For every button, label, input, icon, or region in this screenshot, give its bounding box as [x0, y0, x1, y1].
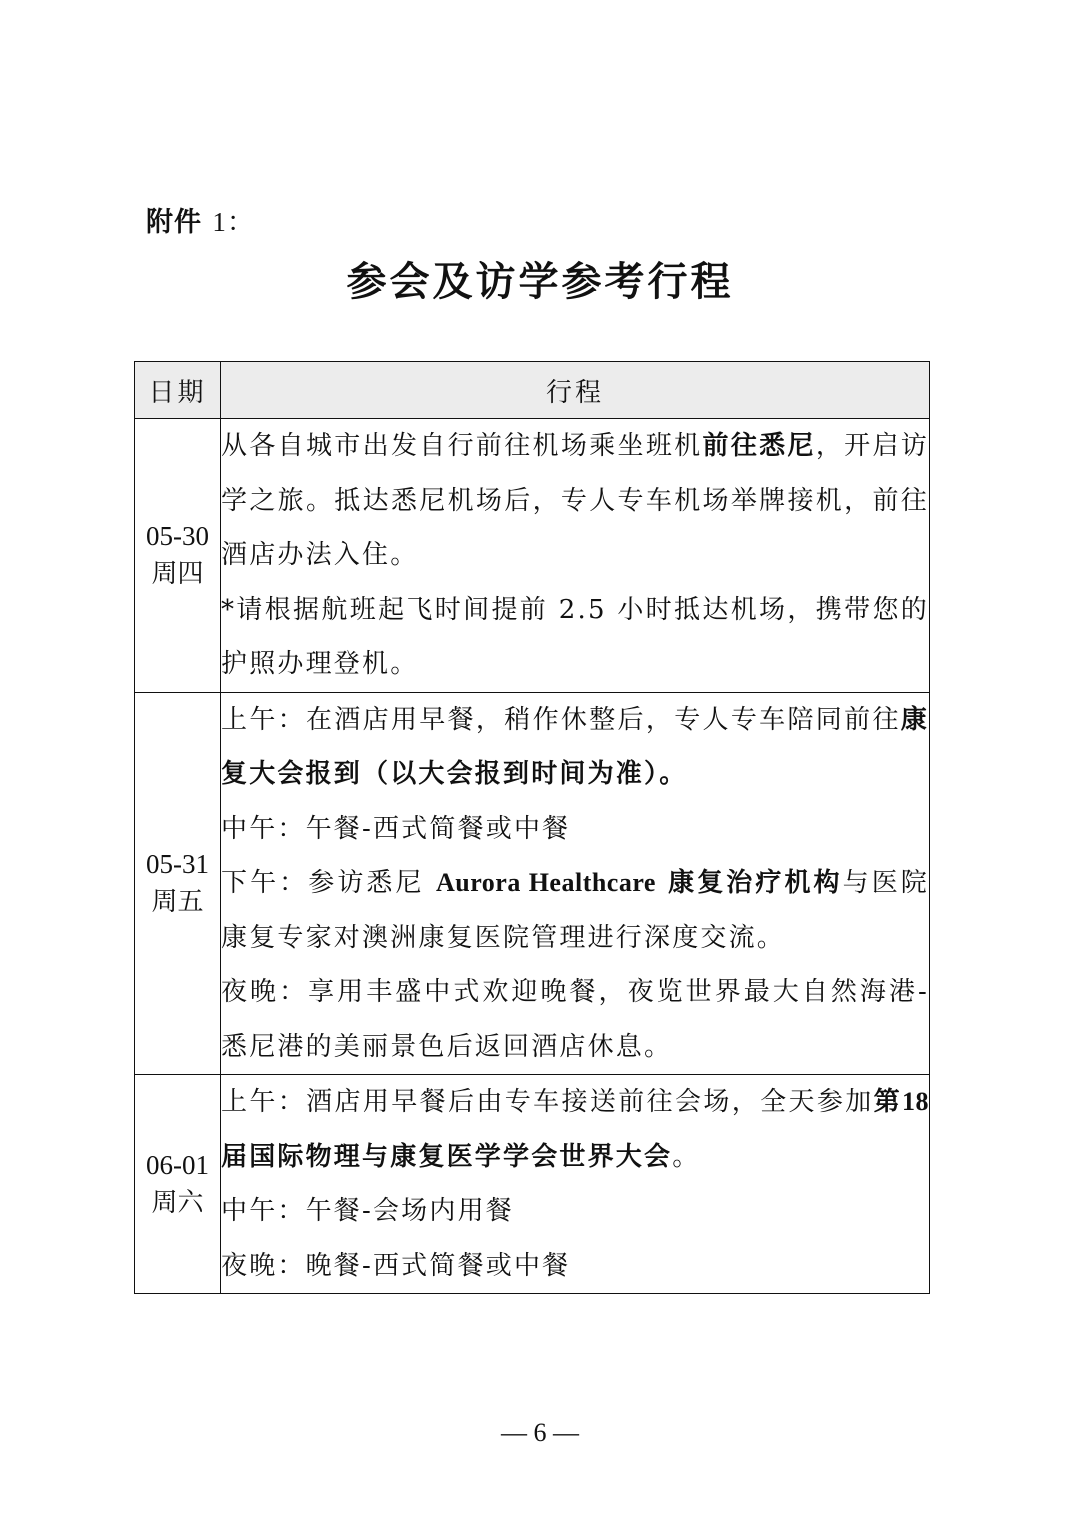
weekday-text: 周五 — [151, 887, 204, 918]
page-number: — 6 — — [501, 1418, 579, 1447]
date-cell — [135, 419, 221, 693]
date-text: 05-30 — [146, 521, 209, 552]
schedule-line: 夜晚：享用丰盛中式欢迎晚餐，夜览世界最大自然海港-悉尼港的美丽景色后返回酒店休息。 — [221, 977, 929, 1062]
date-cell — [135, 692, 221, 1075]
date-text: 05-31 — [146, 849, 209, 880]
schedule-text: 下午：参访悉尼 — [221, 868, 436, 898]
table-row — [135, 419, 930, 693]
schedule-cell — [221, 692, 930, 1075]
schedule-text: 上午：在酒店用早餐，稍作休整后，专人专车陪同前往 — [221, 704, 901, 735]
schedule-highlight-en: 18 — [902, 1087, 929, 1116]
schedule-highlight: 第 — [873, 1087, 902, 1117]
attachment-prefix: 附件 — [146, 207, 202, 238]
date-cell — [135, 1075, 221, 1294]
schedule-highlight: 康复治疗机构 — [655, 868, 843, 898]
schedule-line — [221, 693, 929, 802]
schedule-line — [221, 419, 929, 583]
schedule-line: 中午：午餐-西式简餐或中餐 — [221, 813, 571, 844]
schedule-text: 。 — [672, 1141, 701, 1172]
schedule-line: 夜晚：晚餐-西式简餐或中餐 — [221, 1250, 571, 1281]
schedule-line — [221, 1075, 929, 1184]
schedule-text: ，开启访学之旅。抵达悉尼机场后，专人专车机场举牌接机，前往酒店办法入住。 — [221, 431, 929, 570]
attachment-label — [146, 200, 255, 239]
table-row — [135, 692, 930, 1075]
schedule-highlight: 届国际物理与康复医学学会世界大会 — [221, 1141, 673, 1172]
itinerary-table — [134, 361, 930, 1294]
schedule-cell — [221, 1075, 930, 1294]
schedule-highlight: 康复大会报到（以大会报到时间为准）。 — [221, 704, 929, 789]
weekday-text: 周四 — [151, 559, 204, 590]
schedule-text: 与医院康复专家对澳洲康复医院管理进行深度交流。 — [221, 868, 929, 953]
schedule-cell — [221, 419, 930, 693]
schedule-note: *请根据航班起飞时间提前 2.5 小时抵达机场，携带您的护照办理登机。 — [221, 594, 929, 679]
table-row — [135, 1075, 930, 1294]
schedule-text: 从各自城市出发自行前往机场乘坐班机 — [221, 431, 703, 461]
column-header-schedule: 行程 — [221, 362, 930, 419]
date-text: 06-01 — [146, 1150, 209, 1180]
schedule-highlight: 前往悉尼 — [702, 431, 816, 461]
column-header-date: 日期 — [135, 362, 221, 419]
attachment-number: 1： — [212, 207, 255, 237]
schedule-line — [221, 856, 929, 965]
schedule-highlight-en: Aurora Healthcare — [435, 868, 656, 897]
table-header-row — [135, 362, 930, 419]
document-title: 参会及访学参考行程 — [346, 259, 734, 305]
weekday-text: 周六 — [151, 1188, 204, 1218]
schedule-text: 上午：酒店用早餐后由专车接送前往会场，全天参加 — [221, 1087, 874, 1117]
schedule-line: 中午：午餐-会场内用餐 — [221, 1196, 514, 1226]
